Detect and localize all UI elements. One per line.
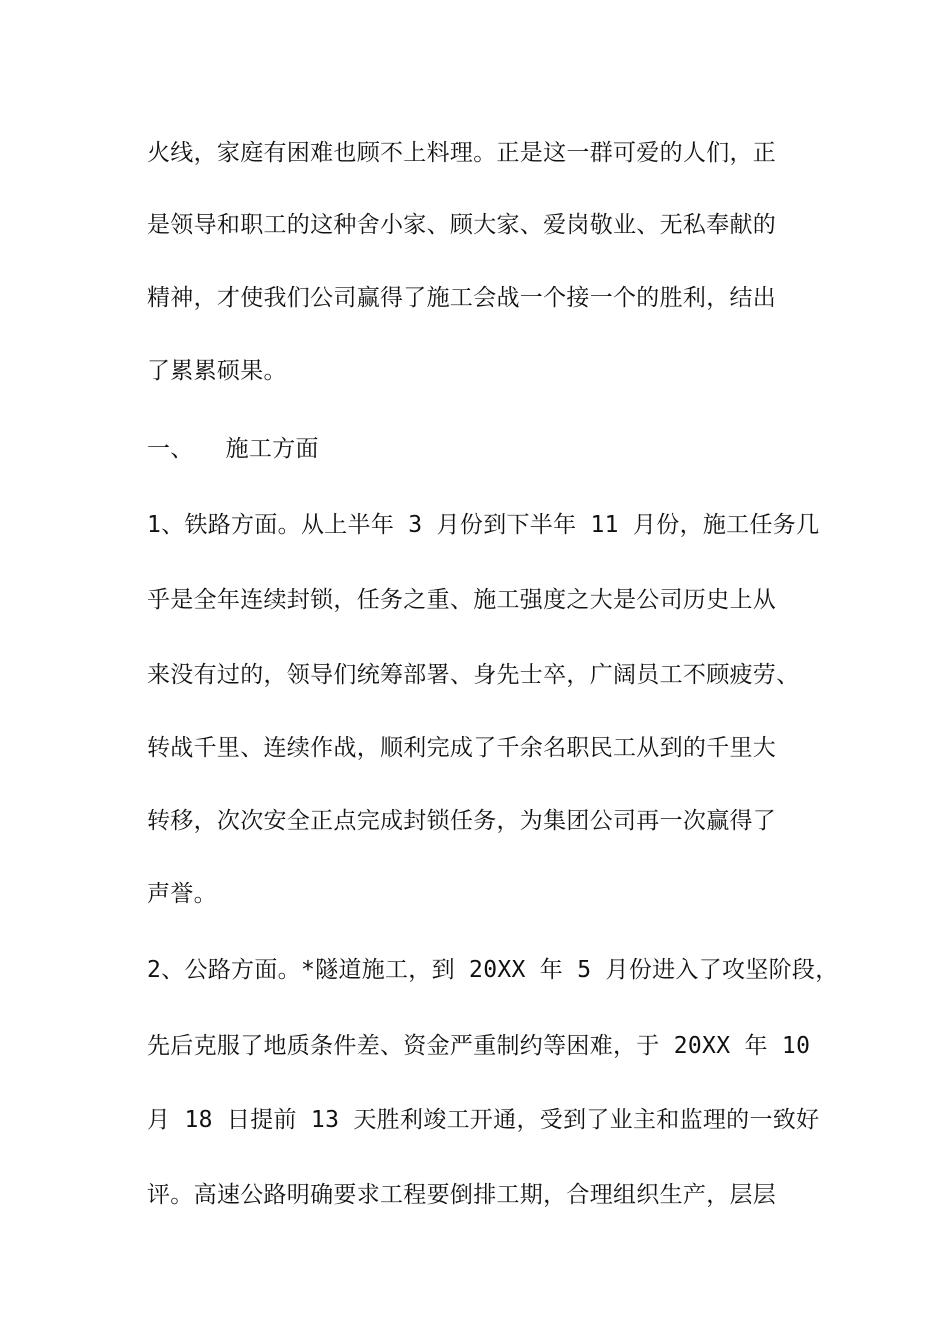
text-line: 火线，家庭有困难也顾不上料理。正是这一群可爱的人们，正 [147,140,777,166]
text-line: 了累累硕果。 [147,358,287,384]
section-heading-number: 一、 [147,436,194,462]
text-line: 转战千里、连续作战，顺利完成了千余名职民工从到的千里大 [147,735,777,761]
text-line: 月 18 日提前 13 天胜利竣工开通，受到了业主和监理的一致好 [147,1107,820,1133]
text-line: 先后克服了地质条件差、资金严重制约等困难，于 20XX 年 10 [147,1033,811,1059]
text-line: 评。高速公路明确要求工程要倒排工期，合理组织生产，层层 [147,1182,777,1208]
text-line: 转移，次次安全正点完成封锁任务，为集团公司再一次赢得了 [147,808,777,834]
text-line: 来没有过的，领导们统筹部署、身先士卒，广阔员工不顾疲劳、 [147,662,800,688]
text-line: 乎是全年连续封锁，任务之重、施工强度之大是公司历史上从 [147,587,777,613]
section-heading [147,434,319,464]
text-line: 2、公路方面。*隧道施工，到 20XX 年 5 月份进入了攻坚阶段， [147,957,839,983]
text-line: 是领导和职工的这种舍小家、顾大家、爱岗敬业、无私奉献的 [147,212,777,238]
text-line: 1、铁路方面。从上半年 3 月份到下半年 11 月份，施工任务几 [147,512,820,538]
text-line: 精神，才使我们公司赢得了施工会战一个接一个的胜利，结出 [147,285,777,311]
text-line: 声誉。 [147,881,217,907]
section-heading-title: 施工方面 [225,436,319,462]
